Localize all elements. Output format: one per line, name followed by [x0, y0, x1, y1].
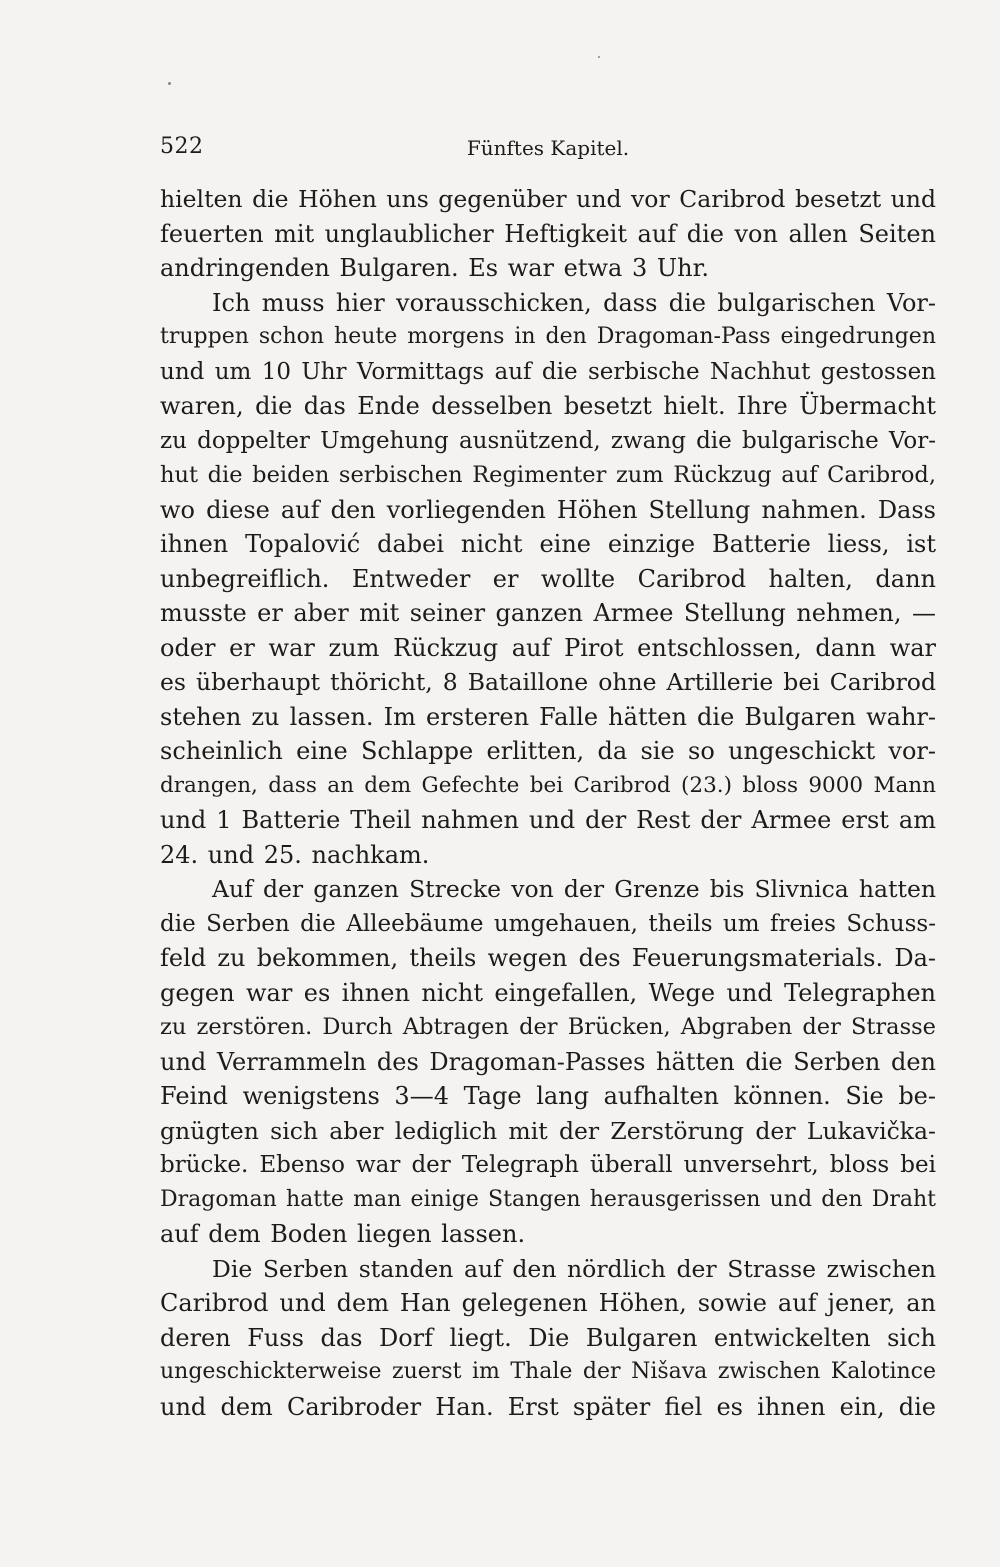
text-line: waren, die das Ende desselben besetzt hielt. Ihre Übermacht — [160, 392, 936, 420]
text-line: feld zu bekommen, theils wegen des Feuerungsmaterials. Da- — [160, 944, 936, 972]
text-line: ungeschickterweise zuerst im Thale der Nišava zwischen Kalotince — [160, 1359, 936, 1384]
text-line: drangen, dass an dem Gefechte bei Caribrod (23.) bloss 9000 Mann — [160, 772, 936, 798]
text-line: oder er war zum Rückzug auf Pirot entschlossen, dann war — [160, 633, 936, 662]
text-line: musste er aber mit seiner ganzen Armee Stellung nehmen, — — [160, 599, 936, 627]
text-line: truppen schon heute morgens in den Dragoman-Pass eingedrungen — [160, 324, 936, 349]
text-line: scheinlich eine Schlappe erlitten, da sie so ungeschickt vor- — [160, 737, 936, 765]
text-line: zu doppelter Umgehung ausnützend, zwang die bulgarische Vor- — [160, 427, 936, 454]
text-line: 24. und 25. nachkam. — [160, 840, 430, 869]
paper-speck — [598, 56, 600, 58]
text-line: Caribrod und dem Han gelegenen Höhen, sowie auf jener, an — [160, 1289, 936, 1317]
text-line: deren Fuss das Dorf liegt. Die Bulgaren entwickelten sich — [160, 1323, 936, 1352]
text-line: Feind wenigstens 3—4 Tage lang aufhalten können. Sie be- — [160, 1082, 936, 1110]
text-line: und dem Caribroder Han. Erst später fiel es ihnen ein, die — [160, 1392, 936, 1421]
text-line: gegen war es ihnen nicht eingefallen, Wege und Telegraphen — [160, 978, 936, 1007]
text-line: Auf der ganzen Strecke von der Grenze bis Slivnica hatten — [212, 875, 936, 903]
text-line: hut die beiden serbischen Regimenter zum Rückzug auf Caribrod, — [160, 462, 936, 488]
text-line: es überhaupt thöricht, 8 Bataillone ohne Artillerie bei Caribrod — [160, 668, 936, 696]
text-line: feuerten mit unglaublicher Heftigkeit auf die von allen Seiten — [160, 219, 936, 248]
text-line: hielten die Höhen uns gegenüber und vor Caribrod besetzt und — [160, 185, 936, 213]
text-line: ihnen Topalović dabei nicht eine einzige Batterie liess, ist — [160, 530, 936, 558]
text-line: stehen zu lassen. Im ersteren Falle hätten die Bulgaren wahr- — [160, 702, 936, 731]
paper-speck — [168, 82, 171, 85]
text-line: wo diese auf den vorliegenden Höhen Stellung nahmen. Dass — [160, 495, 936, 524]
text-line: auf dem Boden liegen lassen. — [160, 1220, 526, 1248]
text-line: die Serben die Alleebäume umgehauen, theils um freies Schuss- — [160, 910, 936, 937]
text-line: brücke. Ebenso war der Telegraph überall unversehrt, bloss bei — [160, 1152, 936, 1178]
text-line: und 1 Batterie Theil nahmen und der Rest der Armee erst am — [160, 806, 936, 834]
text-line: gnügten sich aber lediglich mit der Zerstörung der Lukavička- — [160, 1116, 936, 1145]
text-line: Die Serben standen auf den nördlich der Strasse zwischen — [212, 1254, 936, 1283]
text-line: zu zerstören. Durch Abtragen der Brücken, Abgraben der Strasse — [160, 1014, 936, 1040]
text-line: Dragoman hatte man einige Stangen herausgerissen und den Draht — [160, 1186, 936, 1212]
text-line: unbegreiflich. Entweder er wollte Caribrod halten, dann — [160, 564, 936, 593]
page-header — [160, 134, 936, 164]
text-line: und Verrammeln des Dragoman-Passes hätten die Serben den — [160, 1047, 936, 1076]
running-title: Fünftes Kapitel. — [466, 136, 630, 160]
text-line: andringenden Bulgaren. Es war etwa 3 Uhr. — [160, 254, 710, 282]
text-line: Ich muss hier vorausschicken, dass die bulgarischen Vor- — [212, 288, 936, 317]
body-text — [160, 182, 936, 1424]
text-line: und um 10 Uhr Vormittags auf die serbische Nachhut gestossen — [160, 358, 936, 385]
page-number: 522 — [160, 134, 204, 159]
